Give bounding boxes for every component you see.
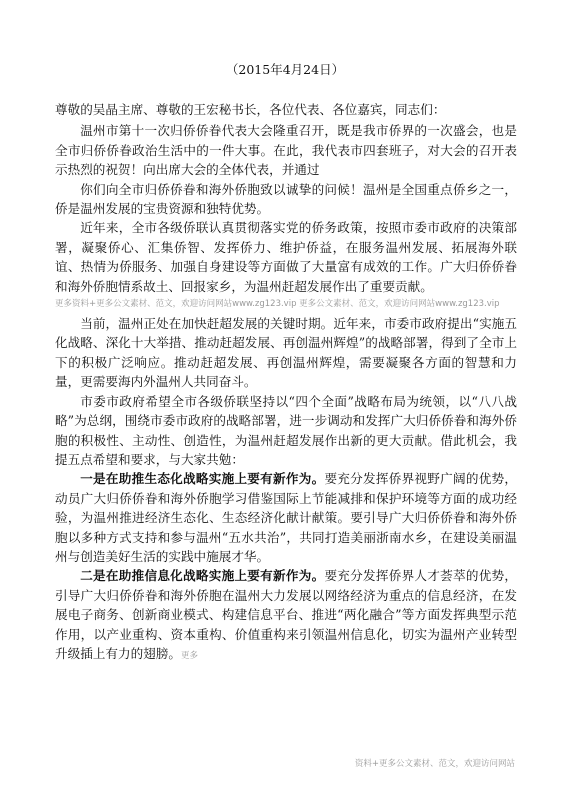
watermark-text: 更多资料+更多公文素材、范文，欢迎访问网站www.zg123.vip 更多公文素材、范文，欢迎访问网站www.zg123.vip	[55, 299, 500, 310]
point-one-lead: 一是在助推生态化战略实施上要有新作为。	[80, 471, 325, 487]
speech-date: （2015年4月24日）	[225, 62, 345, 77]
paragraph-expectations: 市委市政府希望全市各级侨联坚持以“四个全面”战略布局为统领，以“八八战略”为总纲，围绕市委市政府的战略部署，进一步调动和发挥广大归侨侨眷和海外侨胞的积极性、主动性、创造性，为温州赶超发展作出新的更大贡献。借此机会，我提五点希望和要求，与大家共勉：	[55, 393, 517, 467]
salutation: 尊敬的吴晶主席、尊敬的王宏秘书长，各位代表、各位嘉宾，同志们：	[55, 102, 446, 117]
watermark-footer: 资料+更多公文素材、范文，欢迎访问网站	[354, 759, 515, 769]
point-two-body: 要充分发挥侨界人才荟萃的优势，引导广大归侨侨眷和海外侨胞在温州大力发展以网络经济为重点的信息经济，在发展电子商务、创新商业模式、构建信息平台、推进“两化融合”等方面发挥典型示范作用，以产业重构、资本重构、价值重构来引领温州信息化，切实为温州产业转型升级插上有力的翅膀。	[55, 568, 518, 661]
document-body	[55, 100, 517, 663]
paragraph-greeting: 你们向全市归侨侨眷和海外侨胞致以诚挚的问候！温州是全国重点侨乡之一，侨是温州发展的宝贵资源和独特优势。	[55, 181, 517, 217]
paragraph-achievements: 近年来，全市各级侨联认真贯彻落实党的侨务政策，按照市委市政府的决策部署，凝聚侨心、汇集侨智、发挥侨力、维护侨益，在服务温州发展、拓展海外联谊、热情为侨服务、加强自身建设等方面做了大量富有成效的工作。广大归侨侨眷和海外侨胞情系故土、回报家乡，为温州赶超发展作出了重要贡献。	[55, 220, 517, 294]
paragraph-opening: 温州市第十一次归侨侨眷代表大会隆重召开，既是我市侨界的一次盛会，也是全市归侨侨眷政治生活中的一件大事。在此，我代表市四套班子，对大会的召开表示热烈的祝贺！向出席大会的全体代表，并通过	[55, 123, 517, 178]
point-one-body: 要充分发挥侨界视野广阔的优势，动员广大归侨侨眷和海外侨胞学习借鉴国际上节能减排和保护环境等方面的成功经验，为温州推进经济生态化、生态经济化献计献策。要引导广大归侨侨眷和海外侨胞以多种方式支持和参与温州“五水共治”，共同打造美丽浙南水乡，在建设美丽温州与创造美好生活的实践中施展才华。	[55, 471, 518, 564]
watermark-inline: 更多	[180, 650, 198, 661]
paragraph-current-period: 当前，温州正处在加快赶超发展的关键时期。近年来，市委市政府提出“实施五化战略、深化十大举措、推动赶超发展、再创温州辉煌”的战略部署，得到了全市上下的积极广泛响应。推动赶超发展、再创温州辉煌，需要凝聚各方面的智慧和力量，更需要海内外温州人共同奋斗。	[55, 316, 517, 390]
paragraph-point-one	[55, 469, 517, 566]
point-two-lead: 二是在助推信息化战略实施上要有新作为。	[80, 568, 325, 584]
paragraph-point-two	[55, 566, 517, 663]
